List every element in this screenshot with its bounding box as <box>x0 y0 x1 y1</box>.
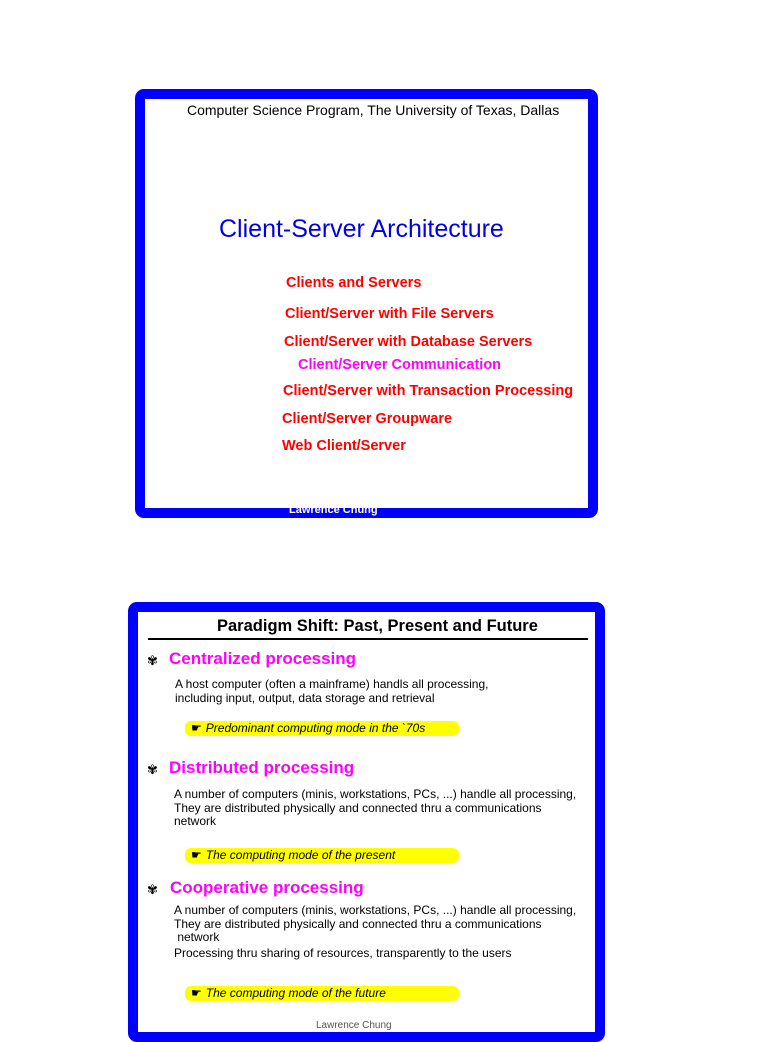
title-underline <box>148 638 588 640</box>
topic-item: Client/Server Groupware <box>282 411 453 427</box>
fleuron-bullet-icon: ✾ <box>147 762 158 777</box>
pointing-hand-icon: ☛ <box>191 848 202 862</box>
slide-title: Paradigm Shift: Past, Present and Future <box>217 617 538 635</box>
note-text: Predominant computing mode in the `70s <box>205 721 426 735</box>
body-line: Processing thru sharing of resources, transparently to the users <box>174 945 512 960</box>
note-text: The computing mode of the present <box>205 848 396 862</box>
body-line: including input, output, data storage and retrieval <box>175 690 435 705</box>
section-heading: Centralized processing <box>169 649 357 668</box>
slide-footer: Lawrence Chung <box>316 1020 392 1031</box>
slide-title: Client-Server Architecture <box>219 215 504 243</box>
section-heading: Cooperative processing <box>170 878 364 897</box>
body-line: A number of computers (minis, workstations, PCs, ...) handle all processing, <box>174 903 577 917</box>
body-line: They are distributed physically and connected thru a communications <box>174 800 542 815</box>
highlight-note <box>185 721 459 736</box>
section-body <box>175 678 489 705</box>
body-line: network <box>174 814 217 828</box>
section-heading: Distributed processing <box>169 758 355 777</box>
highlight-note <box>185 848 459 863</box>
slide-title-card <box>135 89 598 518</box>
body-line: A host computer (often a mainframe) handls all processing, <box>175 677 489 691</box>
body-line: network <box>174 930 220 944</box>
topic-item: Web Client/Server <box>282 438 406 454</box>
note-text: The computing mode of the future <box>205 986 386 1000</box>
body-line: They are distributed physically and connected thru a communications <box>174 916 542 931</box>
body-line: A number of computers (minis, workstations, PCs, ...) handle all processing, <box>174 787 577 801</box>
topic-item: Client/Server with File Servers <box>285 306 494 322</box>
topic-item: Client/Server with Database Servers <box>284 334 533 350</box>
fleuron-bullet-icon: ✾ <box>147 653 158 668</box>
topic-item: Clients and Servers <box>286 275 422 291</box>
topic-item: Client/Server with Transaction Processing <box>283 383 574 399</box>
topic-item-current: Client/Server Communication <box>298 357 502 373</box>
slide-paradigm-shift <box>128 602 605 1042</box>
pointing-hand-icon: ☛ <box>191 986 202 1000</box>
section-body <box>174 788 576 829</box>
highlight-note <box>185 986 459 1001</box>
slide-footer: Lawrence Chung <box>289 504 378 516</box>
slide-header: Computer Science Program, The University of Texas, Dallas <box>187 102 560 118</box>
pointing-hand-icon: ☛ <box>191 721 202 735</box>
fleuron-bullet-icon: ✾ <box>147 882 158 897</box>
section-body <box>174 904 576 960</box>
